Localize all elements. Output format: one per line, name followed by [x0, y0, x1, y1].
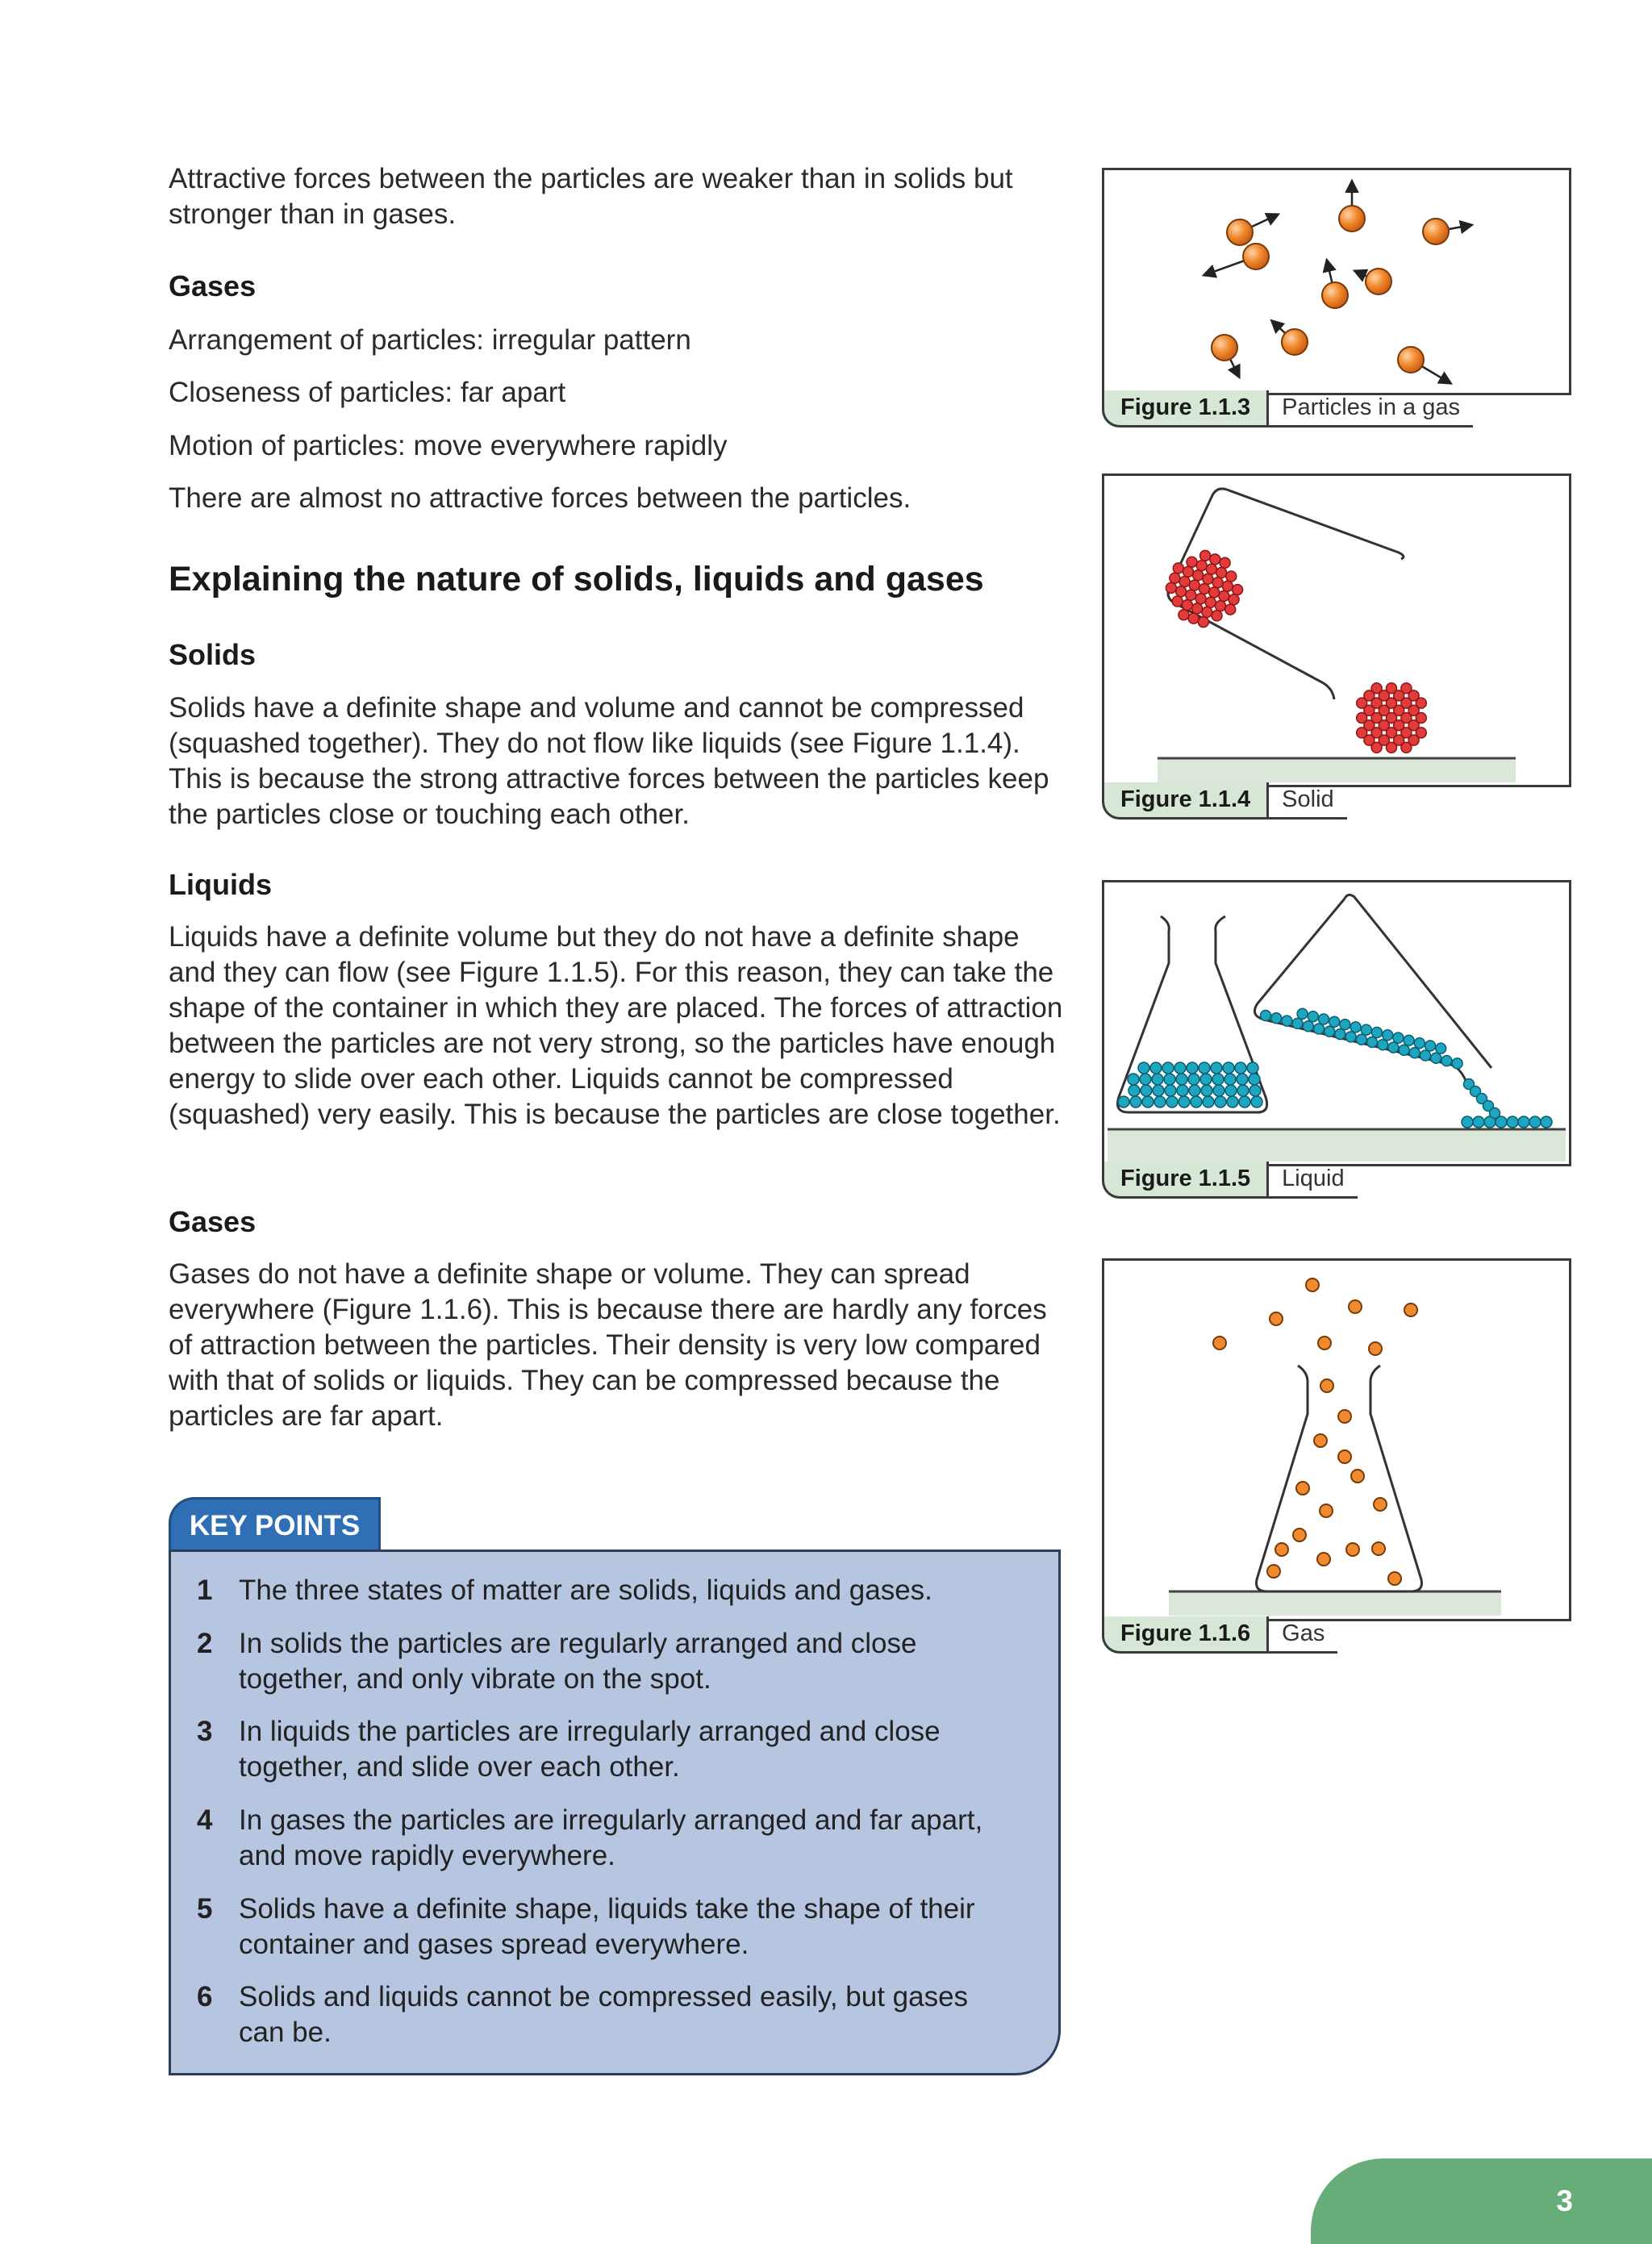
liquid-illustration	[1104, 882, 1569, 1164]
key-point-text: In solids the particles are regularly arranged and close together, and only vibrate on the spot.	[239, 1628, 917, 1695]
liquid-particle	[1223, 1062, 1234, 1074]
liquid-particle	[1529, 1116, 1541, 1128]
figure-liquid	[1102, 880, 1571, 1166]
liquid-particle	[1367, 1037, 1378, 1048]
solid-particle	[1172, 596, 1183, 607]
figure-caption	[1102, 782, 1347, 820]
key-point-text: Solids have a definite shape, liquids take the shape of their container and gases spread everywhere.	[239, 1893, 975, 1960]
page-number: 3	[1311, 2158, 1652, 2244]
liquid-particle	[1490, 1108, 1500, 1119]
solid-particle	[1387, 742, 1397, 753]
solid-particle	[1198, 617, 1208, 628]
gases-closeness-text: Closeness of particles: far apart	[169, 377, 566, 408]
liquid-particle	[1188, 1074, 1199, 1085]
solid-particle	[1371, 742, 1382, 753]
liquid-particle	[1179, 1096, 1190, 1107]
gas-particle	[1404, 1303, 1417, 1316]
section-title: Explaining the nature of solids, liquids and gases	[169, 560, 984, 599]
key-point-text: Solids and liquids cannot be compressed easily, but gases can be.	[239, 1981, 969, 2048]
figure-label: Figure 1.1.5	[1102, 1162, 1269, 1199]
liquid-particle	[1142, 1096, 1153, 1107]
gas-particle	[1270, 1312, 1283, 1325]
figure-caption	[1102, 1162, 1358, 1199]
liquid-forces-text: Attractive forces between the particles are weaker than in solids but stronger than in gases.	[169, 163, 1013, 230]
key-point-1	[197, 1573, 1003, 1608]
liquid-particle	[1319, 1014, 1329, 1024]
gas-particle	[1314, 1434, 1327, 1447]
gas-particle	[1306, 1278, 1319, 1291]
gases-body: Gases do not have a definite shape or volume. They can spread everywhere (Figure 1.1.6). This is because there are hardly any forces of attraction between the particles. Their density is very low compared with that of solids or liquids. They can be compressed because the particles are far apart.	[169, 1258, 1047, 1432]
liquid-particle	[1215, 1096, 1226, 1107]
liquid-particle	[1372, 1028, 1383, 1038]
key-point-number: 2	[197, 1628, 213, 1659]
liquid-particle	[1201, 1085, 1212, 1096]
liquid-particle	[1441, 1056, 1452, 1066]
liquid-particle	[1404, 1035, 1414, 1045]
key-point-text: In gases the particles are irregularly arranged and far apart, and move rapidly everywhere.	[239, 1804, 983, 1871]
liquid-particle	[1154, 1096, 1166, 1107]
figure-caption	[1102, 390, 1473, 428]
solid-particle	[1216, 568, 1227, 578]
liquid-particle	[1414, 1038, 1425, 1049]
solid-particle	[1187, 557, 1197, 567]
liquid-particle	[1213, 1085, 1224, 1096]
solid-particle	[1188, 613, 1199, 624]
liquid-particle	[1118, 1096, 1129, 1107]
figure-label: Figure 1.1.6	[1102, 1616, 1269, 1654]
gas-particle	[1351, 1470, 1364, 1483]
liquid-particle	[1130, 1096, 1141, 1107]
figure-caption-text: Liquid	[1269, 1162, 1357, 1199]
solid-illustration	[1104, 476, 1569, 785]
liquid-particle	[1393, 1032, 1404, 1043]
figure-caption	[1102, 1616, 1337, 1654]
liquid-particle	[1388, 1042, 1399, 1053]
liquid-particle	[1340, 1020, 1350, 1030]
solid-particle	[1210, 554, 1220, 565]
liquid-particle	[1271, 1013, 1282, 1024]
liquids-heading: Liquids	[169, 868, 272, 901]
liquid-particle	[1211, 1062, 1222, 1074]
solid-particle	[1219, 590, 1229, 601]
figure-solid	[1102, 473, 1571, 787]
key-point-5	[197, 1892, 1003, 1962]
liquid-particle	[1199, 1062, 1210, 1074]
solid-particle	[1189, 580, 1199, 590]
solids-body: Solids have a definite shape and volume and cannot be compressed (squashed together). They do not flow like liquids (see Figure 1.1.4). This is because the strong attractive forces between the particles keep the particles close or touching each other.	[169, 692, 1049, 830]
liquid-particle	[1345, 1032, 1356, 1042]
liquid-particle	[1225, 1085, 1237, 1096]
gas-particle	[1369, 1342, 1382, 1355]
solid-particle	[1170, 573, 1180, 583]
solid-particle	[1212, 611, 1222, 621]
solid-particle	[1216, 601, 1226, 611]
solid-particle	[1186, 590, 1196, 600]
liquid-particle	[1247, 1062, 1258, 1074]
gases-forces-text: There are almost no attractive forces between the particles.	[169, 482, 912, 514]
liquid-particle	[1350, 1022, 1361, 1032]
solids-heading: Solids	[169, 638, 257, 671]
liquid-particle	[1138, 1062, 1149, 1074]
gas-particle	[1267, 1565, 1280, 1578]
solid-particle	[1222, 581, 1233, 591]
liquid-particle	[1251, 1096, 1262, 1107]
liquid-particle	[1153, 1085, 1164, 1096]
liquid-particle	[1239, 1096, 1250, 1107]
gas-particles-illustration	[1104, 170, 1569, 393]
solid-particle	[1220, 557, 1230, 568]
solid-particle	[1202, 607, 1212, 617]
liquid-particle	[1431, 1053, 1441, 1063]
figure-caption-text: Particles in a gas	[1269, 390, 1473, 428]
liquid-particle	[1409, 1048, 1420, 1058]
key-points-tab: KEY POINTS	[169, 1497, 381, 1552]
figure-gas-particles	[1102, 168, 1571, 395]
liquid-particle	[1165, 1085, 1176, 1096]
solid-particle	[1205, 597, 1216, 607]
gas-particle	[1320, 1379, 1333, 1392]
key-point-6	[197, 1979, 1003, 2050]
figure-caption-text: Gas	[1269, 1616, 1337, 1654]
liquid-particle	[1237, 1074, 1248, 1085]
key-point-4	[197, 1803, 1003, 1874]
solid-particle	[1226, 571, 1237, 582]
liquid-particle	[1128, 1085, 1140, 1096]
solid-particle	[1176, 586, 1187, 597]
liquid-particle	[1356, 1034, 1366, 1045]
liquid-particle	[1237, 1085, 1249, 1096]
solid-particle	[1173, 563, 1183, 574]
liquid-particle	[1166, 1096, 1178, 1107]
solid-particle	[1225, 604, 1236, 615]
liquid-particle	[1164, 1074, 1175, 1085]
key-point-3	[197, 1714, 1003, 1785]
solid-particle	[1206, 564, 1216, 574]
liquid-particle	[1261, 1011, 1271, 1021]
liquid-particle	[1235, 1062, 1246, 1074]
solid-particle	[1179, 577, 1190, 587]
liquid-particle	[1303, 1021, 1313, 1032]
liquid-particle	[1473, 1116, 1484, 1128]
gases-arrangement-text: Arrangement of particles: irregular pattern	[169, 324, 691, 356]
solid-particle	[1209, 587, 1220, 598]
gas-particle	[1349, 1300, 1362, 1313]
figure-gas	[1102, 1258, 1571, 1621]
liquid-particle	[1452, 1058, 1462, 1069]
solid-particle	[1229, 594, 1239, 605]
gases-heading: Gases	[169, 1205, 257, 1238]
gas-particle	[1293, 1529, 1306, 1541]
liquid-particle	[1189, 1085, 1200, 1096]
solid-particle	[1193, 570, 1204, 581]
key-point-number: 1	[197, 1575, 213, 1606]
key-point-number: 4	[197, 1804, 213, 1836]
key-point-text: In liquids the particles are irregularly arranged and close together, and slide over each other.	[239, 1716, 941, 1783]
liquid-particle	[1128, 1074, 1139, 1085]
solid-particle	[1183, 566, 1194, 577]
solid-particle	[1203, 574, 1213, 584]
solid-particle	[1166, 582, 1176, 593]
liquid-particle	[1177, 1085, 1188, 1096]
liquid-particle	[1176, 1074, 1187, 1085]
solid-particle	[1233, 585, 1243, 595]
liquid-particle	[1224, 1074, 1236, 1085]
liquid-particle	[1162, 1062, 1174, 1074]
solid-particle	[1200, 550, 1211, 561]
liquid-particle	[1249, 1085, 1261, 1096]
liquid-particle	[1150, 1062, 1162, 1074]
gas-particle	[1296, 1482, 1309, 1495]
liquid-particle	[1187, 1062, 1198, 1074]
liquid-particle	[1140, 1074, 1151, 1085]
gas-flask-illustration	[1104, 1261, 1569, 1619]
liquid-particle	[1297, 1008, 1308, 1019]
figure-label: Figure 1.1.3	[1102, 390, 1269, 428]
solid-particle	[1192, 603, 1203, 614]
key-point-number: 3	[197, 1716, 213, 1747]
liquid-particle	[1378, 1040, 1388, 1050]
gas-particle	[1372, 1542, 1385, 1555]
liquid-particle	[1325, 1026, 1335, 1036]
solid-particle	[1182, 600, 1192, 611]
liquid-particle	[1329, 1016, 1340, 1027]
gases-summary-heading: Gases	[169, 269, 257, 302]
gas-particle	[1346, 1543, 1359, 1556]
solid-particle	[1212, 578, 1223, 588]
liquid-particle	[1212, 1074, 1224, 1085]
liquid-particle	[1462, 1116, 1473, 1128]
liquid-particle	[1436, 1043, 1446, 1053]
liquid-particle	[1541, 1116, 1552, 1128]
gas-particle	[1388, 1572, 1401, 1585]
liquid-particle	[1308, 1011, 1318, 1022]
liquid-particle	[1200, 1074, 1212, 1085]
solid-particle	[1195, 594, 1206, 604]
liquid-particle	[1420, 1050, 1431, 1061]
liquid-particle	[1152, 1074, 1163, 1085]
liquid-particle	[1292, 1018, 1303, 1028]
liquid-particle	[1507, 1116, 1518, 1128]
liquid-particle	[1518, 1116, 1529, 1128]
solid-particle	[1179, 610, 1189, 620]
liquid-particle	[1191, 1096, 1202, 1107]
key-points-box	[169, 1550, 1061, 2075]
gas-particle	[1338, 1450, 1351, 1463]
solid-particle	[1401, 742, 1412, 753]
gas-particle	[1213, 1337, 1226, 1349]
gas-particle	[1318, 1337, 1331, 1349]
liquid-particle	[1335, 1029, 1345, 1040]
gases-motion-text: Motion of particles: move everywhere rapidly	[169, 430, 728, 461]
liquids-body: Liquids have a definite volume but they do not have a definite shape and they can flow (see Figure 1.1.5). For this reason, they can take the shape of the container in which they are placed. The forces of attraction between the particles are not very strong, so the particles have enough energy to slide over each other. Liquids cannot be compressed (squashed) very easily. This is because the particles are close together.	[169, 921, 1063, 1130]
key-point-text: The three states of matter are solids, liquids and gases.	[239, 1575, 932, 1606]
liquid-particle	[1141, 1085, 1152, 1096]
liquid-particle	[1203, 1096, 1214, 1107]
gas-particle	[1374, 1498, 1387, 1511]
liquid-particle	[1425, 1041, 1436, 1051]
liquid-particle	[1249, 1074, 1260, 1085]
liquid-particle	[1174, 1062, 1186, 1074]
liquid-particle	[1282, 1016, 1292, 1026]
liquid-particle	[1399, 1045, 1409, 1055]
gas-particle	[1338, 1410, 1351, 1423]
liquid-particle	[1361, 1024, 1371, 1035]
gas-particle	[1320, 1504, 1333, 1517]
key-point-number: 6	[197, 1981, 213, 2013]
liquid-particle	[1227, 1096, 1238, 1107]
liquid-particle	[1383, 1030, 1393, 1041]
solid-particle	[1196, 561, 1207, 571]
key-point-number: 5	[197, 1893, 213, 1925]
figure-label: Figure 1.1.4	[1102, 782, 1269, 820]
liquid-particle	[1314, 1024, 1325, 1034]
key-point-2	[197, 1626, 1003, 1697]
gas-particle	[1275, 1543, 1288, 1556]
gas-particle	[1317, 1553, 1330, 1566]
solid-particle	[1199, 584, 1210, 594]
figure-caption-text: Solid	[1269, 782, 1347, 820]
